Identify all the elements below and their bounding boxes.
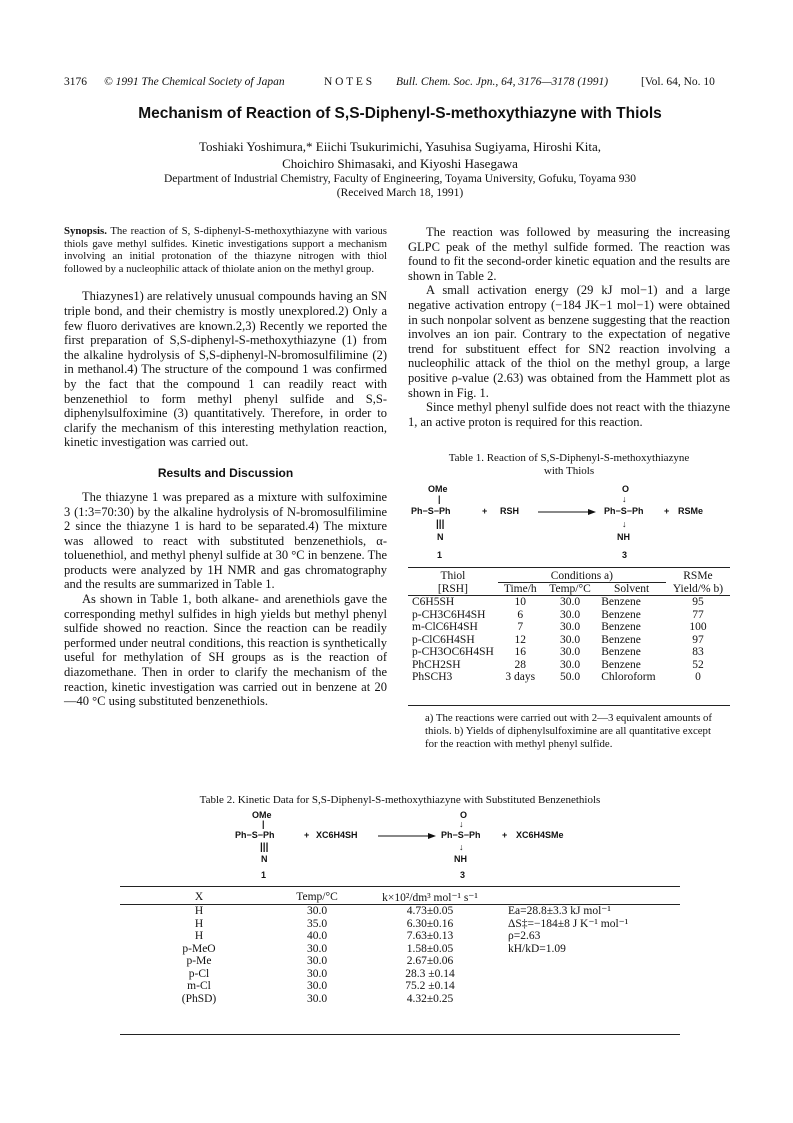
table1-footnote: a) The reactions were carried out with 2—3 equivalent amounts of thiols. b) Yields of diphenylsulfoximine are all quantitative except for the reaction with methyl phenyl sulfide. — [425, 712, 713, 750]
oxygen-label-2: O — [460, 810, 468, 820]
synopsis-label: Synopsis. — [64, 225, 107, 237]
table2-row — [120, 930, 680, 943]
right-paragraph-2: A small activation energy (29 kJ mol−1) and a large negative activation entropy (−184 JK−1 mol−1) were obtained in such nonpolar solvent as benzene suggesting that the reaction involves an ion pair. Contrary to the expectation of negative trend for substituent effect for SN2 reaction involving a nucleophilic attack of the thiol on the methyl group, a large positive ρ-value (2.63) was obtained from the Hammett plot as shown in Fig. 1. — [408, 283, 730, 400]
table2-cell — [504, 993, 680, 1006]
table2-cell — [504, 968, 680, 981]
table1-cell: 10 — [514, 596, 527, 608]
table2-cell: p-Me — [186, 955, 212, 967]
copyright: © 1991 The Chemical Society of Japan — [104, 76, 285, 88]
reaction-arrow-2 — [378, 831, 436, 841]
paper-title: Mechanism of Reaction of S,S-Diphenyl-S-methoxythiazyne with Thiols — [138, 105, 662, 122]
table1-header-row-1 — [408, 570, 730, 583]
table1-cell: 3 days — [505, 671, 536, 683]
table2-cell: ρ=2.63 — [508, 930, 541, 942]
table1-cell: Benzene — [601, 646, 641, 658]
table1-cell: p-ClC6H4SH — [412, 633, 475, 646]
methoxy-label-2: OMe — [252, 810, 272, 820]
table2-header-row — [120, 890, 680, 905]
table1-cell: 30.0 — [559, 596, 581, 608]
table2-cell: Ea=28.8±3.3 kJ mol⁻¹ — [508, 905, 611, 917]
table2-cell: 30.0 — [306, 992, 328, 1005]
table1-cell: PhCH2SH — [412, 658, 461, 671]
table2-row — [120, 980, 680, 993]
table1-cell: Benzene — [601, 621, 641, 633]
synopsis — [64, 225, 387, 275]
table2-caption: Table 2. Kinetic Data for S,S-Diphenyl-S-methoxythiazyne with Substituted Benzenethiols — [199, 794, 601, 806]
left-column — [64, 225, 387, 709]
table1-cell: p-CH3C6H4SH — [412, 608, 486, 621]
right-paragraph-1: The reaction was followed by measuring the increasing GLPC peak of the methyl sulfide formed. The reaction was found to fit the second-order kinetic equation and the results are shown in Table 2. — [408, 225, 730, 283]
table1-cell: 52 — [692, 658, 704, 671]
table1 — [408, 570, 730, 684]
table2-cell: ΔS‡=−184±8 J K⁻¹ mol⁻¹ — [508, 917, 629, 930]
table1-cell: 12 — [514, 633, 527, 646]
table2-cell: m-Cl — [187, 980, 211, 992]
table2-cell: H — [194, 905, 204, 917]
affiliation: Department of Industrial Chemistry, Faculty of Engineering, Toyama University, Gofuku, Toyama 930 — [163, 173, 637, 185]
table2-scheme — [230, 810, 590, 882]
table1-cell: 30.0 — [559, 621, 581, 633]
nh-label-2: NH — [454, 854, 467, 864]
page-number: 3176 — [64, 76, 87, 88]
table1-top-rule — [408, 567, 730, 568]
table1-cell: Benzene — [601, 596, 641, 608]
table1-cell: 30.0 — [559, 646, 581, 658]
compound-3-label: 3 — [622, 550, 628, 560]
table1-row — [408, 609, 730, 622]
table1-header-rsme: RSMe — [683, 570, 713, 583]
results-paragraph-1: The thiazyne 1 was prepared as a mixture with sulfoximine 3 (1:3=70:30) by the alkaline hydrolysis of N-bromosulfilimine 2 since the thiazyne 1 is hard to be separated.4) The mixture was allowed to react with substituted benzenethiols, α-toluenethiol, and methyl phenyl sulfide at 30 °C in benzene. The products were analyzed by 1H NMR and gas chromatography and the results are summarized in Table 1. — [64, 489, 387, 592]
table1-cell: 28 — [514, 658, 527, 671]
methyl-sulfide-label: RSMe — [678, 506, 704, 516]
table2-cell: 30.0 — [306, 967, 328, 980]
synopsis-text: The reaction of S, S-diphenyl-S-methoxythiazyne with various thiols gave methyl sulfides. Kinetic investigations support a mechanism involving an initial protonation of the thiazyne nitrogen with thiol followed by a nucleophilic attack of thiolate anion on the methyl group. — [64, 225, 387, 275]
product-label-2: Ph−S−Ph — [441, 830, 481, 840]
table1-cell: C6H5SH — [412, 596, 455, 608]
reactant-label: Ph−S−Ph — [411, 506, 451, 516]
table1-cell: 95 — [692, 596, 704, 608]
table2-top-rule — [120, 886, 680, 887]
table1-cell: 7 — [517, 621, 524, 633]
arrow-down-2: ↓ — [622, 519, 627, 529]
table2-cell: 7.63±0.13 — [406, 930, 454, 942]
table1-cell: 30.0 — [559, 658, 581, 671]
table1-cell: 16 — [514, 646, 527, 658]
table1-cell: m-ClC6H4SH — [412, 621, 478, 633]
table1-row — [408, 634, 730, 647]
oxygen-label: O — [622, 484, 630, 494]
table2-cell — [504, 980, 680, 993]
nitrogen-label-2: N — [261, 854, 268, 864]
table1-cell: p-CH3OC6H4SH — [412, 646, 494, 658]
table2-row — [120, 968, 680, 981]
table2-cell: p-MeO — [182, 942, 216, 955]
table1-body — [408, 596, 730, 684]
table1-cell: Chloroform — [601, 671, 656, 683]
table2-cell: H — [194, 930, 204, 942]
nitrogen-label: N — [437, 532, 444, 542]
plus-sign-4: + — [502, 830, 508, 840]
compound-1-label-2: 1 — [261, 870, 267, 880]
table2-row — [120, 955, 680, 968]
table1-row — [408, 596, 730, 609]
table1-row — [408, 621, 730, 634]
authors-line-1: Toshiaki Yoshimura,* Eiichi Tsukurimichi, Yasuhisa Sugiyama, Hiroshi Kita, — [198, 139, 602, 154]
table2 — [120, 890, 680, 1005]
table2-cell: 6.30±0.16 — [406, 917, 454, 930]
plus-sign-2: + — [664, 506, 670, 516]
table2-row — [120, 918, 680, 931]
table2-row — [120, 905, 680, 918]
results-paragraph-2: As shown in Table 1, both alkane- and arenethiols gave the corresponding methyl sulfides in high yields but methyl phenyl sulfide showed no reaction. Since the reaction can be readily performed under neutral conditions, this reaction is synthetically useful for methylation of SH groups as is the reaction of diazomethane. Then in order to clarify the mechanism of the reaction, kinetic investigation was carried out in benzene at 20—40 °C using substituted benzenethiols. — [64, 592, 387, 709]
section-label: N O T E S — [324, 76, 373, 88]
intro-paragraph: Thiazynes1) are relatively unusual compounds having an SN triple bond, and their chemistry is mostly unexplored.2) Only a few fluoro derivatives are known.2,3) Recently we reported the first preparation of S,S-diphenyl-S-methoxythiazyne (1) from the alkaline hydrolysis of S,S-diphenyl-N-bromosulfilimine (2) in methanol.4) The structure of the compound 1 was confirmed by the fact that the compound 1 can readily react with benzenethiol to form methyl phenyl sulfide and S,S-diphenylsulfoximine (3) quantitatively. Therefore, in order to clarify the mechanism of this interesting methylation reaction, kinetic investigation was carried out. — [64, 289, 387, 450]
table2-header-k: k×10²/dm³ mol⁻¹ s⁻¹ — [382, 892, 478, 904]
table1-cell: 83 — [692, 646, 704, 658]
table1-cell: Benzene — [601, 608, 641, 621]
table1-cell: 30.0 — [559, 633, 581, 646]
table1-header-rsh: [RSH] — [437, 582, 468, 595]
table1-row — [408, 659, 730, 672]
table1-cell: 0 — [695, 671, 701, 683]
table2-header-temp: Temp/°C — [296, 891, 338, 903]
table1-cell: Benzene — [601, 633, 641, 646]
right-column — [408, 225, 730, 429]
product-sulfide-label: XC6H4SMe — [516, 830, 564, 840]
arrow-down-3: ↓ — [459, 819, 464, 829]
affiliation-block — [60, 172, 740, 200]
received-date: (Received March 18, 1991) — [336, 187, 464, 199]
reactant-label-2: Ph−S−Ph — [235, 830, 275, 840]
table1-cell: 100 — [689, 621, 707, 633]
bond-line-2: | — [262, 819, 265, 829]
table1-cell: 50.0 — [559, 671, 581, 683]
right-paragraph-3: Since methyl phenyl sulfide does not react with the thiazyne 1, an active proton is required for this reaction. — [408, 400, 730, 429]
table1-header-temp: Temp/°C — [549, 583, 591, 595]
table1-caption-line1: Table 1. Reaction of S,S-Diphenyl-S-methoxythiazyne — [448, 452, 690, 464]
table2-cell: p-Cl — [188, 967, 210, 980]
bond-line: | — [438, 494, 441, 504]
table1-header-row-2 — [408, 583, 730, 596]
table2-cell: 4.32±0.25 — [406, 992, 454, 1005]
table2-cell: 30.0 — [306, 942, 328, 955]
plus-sign: + — [482, 506, 488, 516]
table2-body — [120, 905, 680, 1006]
table2-cell: 1.58±0.05 — [406, 942, 454, 955]
table2-cell: H — [194, 917, 204, 930]
running-header — [64, 76, 736, 88]
table2-row — [120, 993, 680, 1006]
reaction-arrow — [538, 507, 596, 517]
table1-cell: 97 — [692, 633, 704, 646]
table1-header-time: Time/h — [503, 583, 537, 595]
table1-cell: 77 — [692, 608, 704, 621]
table2-cell: 75.2 ±0.14 — [405, 980, 455, 992]
table1-cell: Benzene — [601, 658, 641, 671]
conditions-text: Conditions a) — [550, 570, 613, 582]
results-heading: Results and Discussion — [157, 465, 294, 480]
thiol-label: RSH — [500, 506, 520, 516]
methoxy-label: OMe — [428, 484, 448, 494]
table2-cell: 30.0 — [306, 980, 328, 992]
triple-bond: ||| — [436, 519, 445, 530]
table1-row — [408, 646, 730, 659]
table1-caption-line2: with Thiols — [543, 465, 595, 477]
table1-scheme — [408, 484, 730, 564]
table2-bottom-rule — [120, 1034, 680, 1035]
compound-3-label-2: 3 — [460, 870, 466, 880]
table2-cell — [504, 955, 680, 968]
table2-cell: 40.0 — [306, 930, 328, 942]
table2-cell: 30.0 — [306, 955, 328, 967]
table2-row — [120, 943, 680, 956]
volume-label: [Vol. 64, No. 10 — [641, 76, 715, 88]
table2-cell: 30.0 — [306, 905, 328, 917]
table1-cell: PhSCH3 — [412, 671, 453, 683]
triple-bond-2: ||| — [260, 842, 269, 853]
thiol-reagent-label: XC6H4SH — [316, 830, 358, 840]
arrow-down-4: ↓ — [459, 842, 464, 852]
table1-row — [408, 671, 730, 684]
table2-header-blank — [504, 890, 680, 905]
arrow-down: ↓ — [622, 494, 627, 504]
plus-sign-3: + — [304, 830, 310, 840]
table1-bottom-rule — [408, 705, 730, 706]
product-label: Ph−S−Ph — [604, 506, 644, 516]
table1-header-thiol: Thiol — [440, 570, 466, 583]
authors-line-2: Choichiro Shimasaki, and Kiyoshi Hasegawa — [282, 156, 518, 171]
table1-header-solvent: Solvent — [614, 583, 650, 595]
table1-cell: 6 — [517, 608, 524, 621]
table1-header-yield: Yield/% b) — [672, 582, 724, 595]
journal-citation: Bull. Chem. Soc. Jpn., 64, 3176—3178 (1991) — [396, 76, 609, 88]
table1-header-conditions — [498, 570, 666, 583]
author-list — [60, 138, 740, 172]
nh-label: NH — [617, 532, 630, 542]
table2-cell: 35.0 — [306, 917, 328, 930]
table2-cell: kH/kD=1.09 — [508, 942, 566, 955]
compound-1-label: 1 — [437, 550, 443, 560]
table2-cell: (PhSD) — [181, 992, 217, 1005]
table2-cell: 2.67±0.06 — [406, 955, 454, 967]
table2-cell: 4.73±0.05 — [406, 905, 454, 917]
table1-caption — [408, 452, 730, 478]
table2-cell: 28.3 ±0.14 — [405, 967, 455, 980]
table2-header-x: X — [194, 891, 204, 903]
table1-cell: 30.0 — [559, 608, 581, 621]
